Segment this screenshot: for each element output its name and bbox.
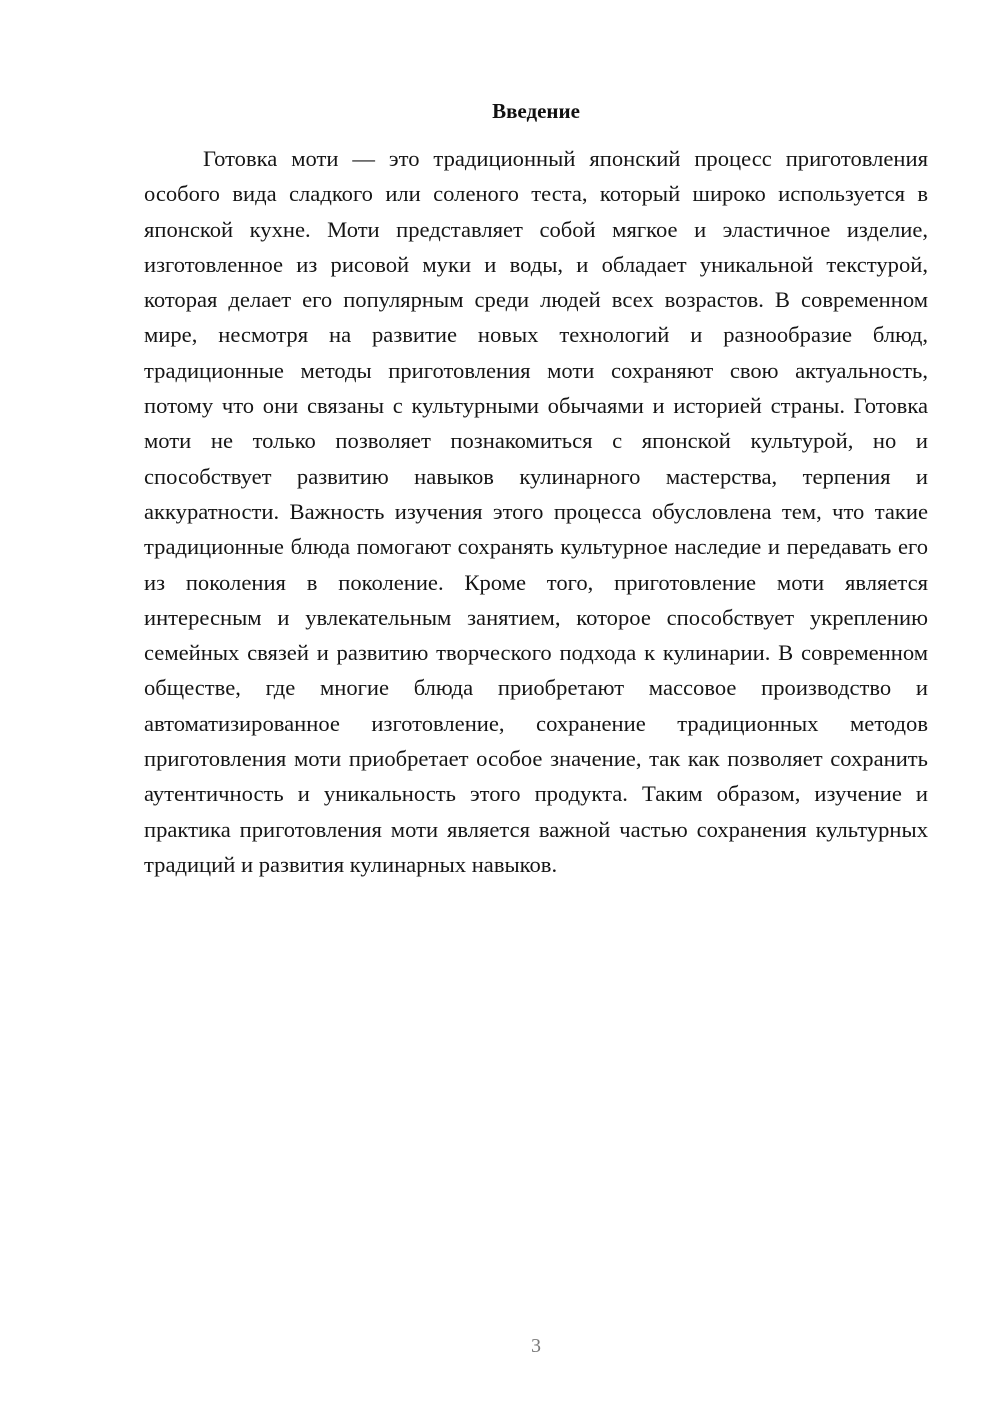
- page-number: 3: [531, 1335, 541, 1357]
- body-paragraph: Готовка моти — это традиционный японский процесс приготовления особого вида сладкого или соленого теста, который широко используется в японской кухне. Моти представляет собой мягкое и эластичное изделие, изготовленное из рисовой муки и воды, и обладает уникальной текстурой, которая делает его популярным среди людей всех возрастов. В современном мире, несмотря на развитие новых технологий и разнообразие блюд, традиционные методы приготовления моти сохраняют свою актуальность, потому что они связаны с культурными обычаями и историей страны. Готовка моти не только позволяет познакомиться с японской культурой, но и способствует развитию навыков кулинарного мастерства, терпения и аккуратности. Важность изучения этого процесса обусловлена тем, что такие традиционные блюда помогают сохранять культурное наследие и передавать его из поколения в поколение. Кроме того, приготовление моти является интересным и увлекательным занятием, которое способствует укреплению семейных связей и развитию творческого подхода к кулинарии. В современном обществе, где многие блюда приобретают массовое производство и автоматизированное изготовление, сохранение традиционных методов приготовления моти приобретает особое значение, так как позволяет сохранить аутентичность и уникальность этого продукта. Таким образом, изучение и практика приготовления моти является важной частью сохранения культурных традиций и развития кулинарных навыков.: [144, 146, 928, 877]
- section-heading: Введение: [492, 99, 580, 123]
